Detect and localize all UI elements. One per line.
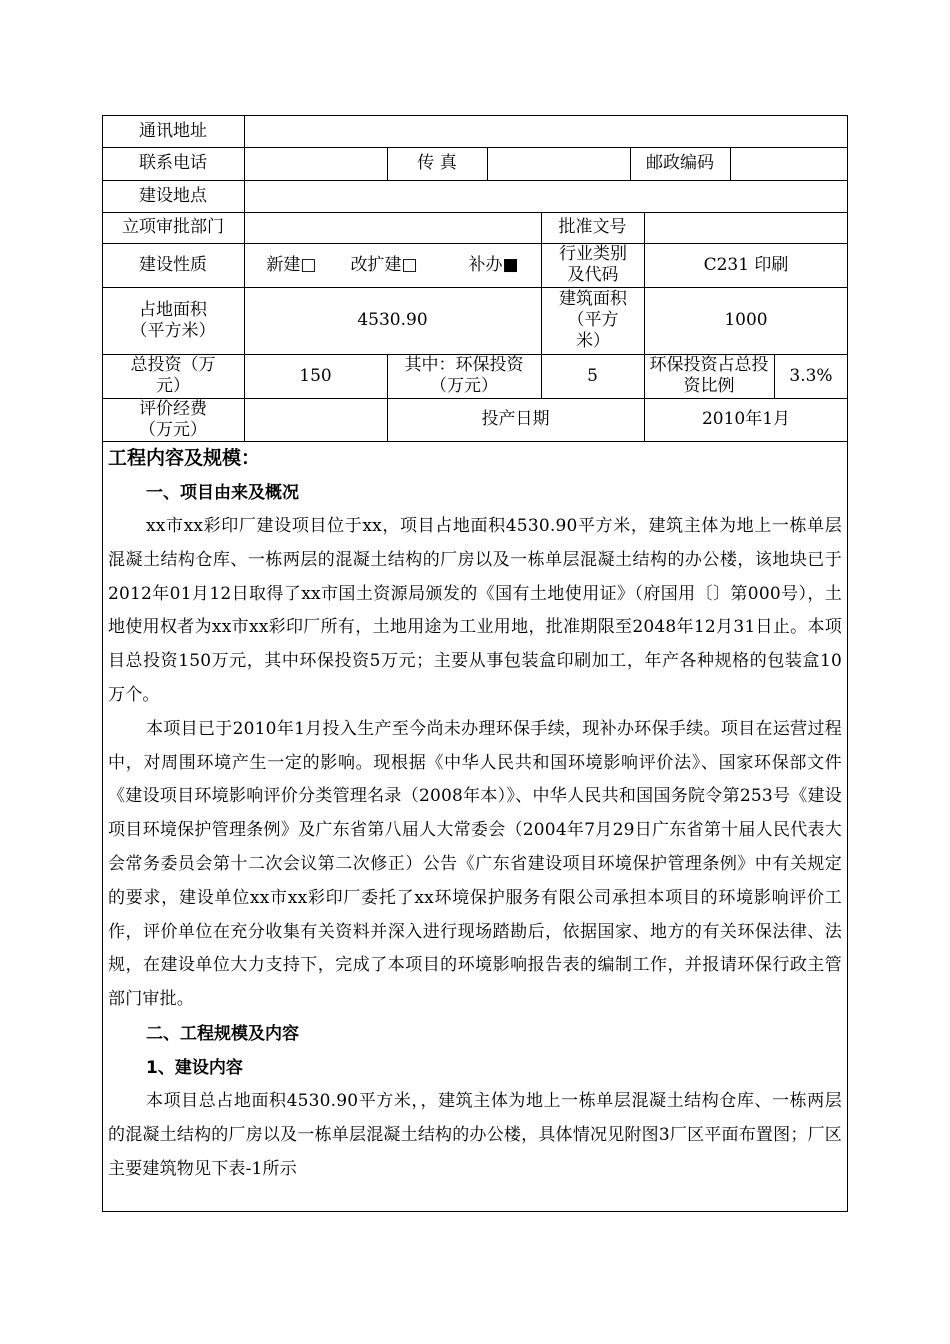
site-label: 建设地点 — [139, 185, 207, 206]
approval-no-value[interactable] — [644, 212, 848, 243]
paragraph-construction-content: 本项目总占地面积4530.90平方米，，建筑主体为地上一栋单层混凝土结构仓库、一栋两层的混凝土结构的厂房以及一栋单层混凝土结构的办公楼，具体情况见附图3厂区平面布置图；厂区主要建筑物见下表-1所示 — [108, 1090, 842, 1179]
approval-dept-label: 立项审批部门 — [122, 217, 224, 237]
postcode-label: 邮政编码 — [646, 153, 714, 173]
building-area-label: 建筑面积（平方米） — [559, 289, 627, 351]
approval-no-label: 批准文号 — [558, 217, 627, 237]
env-invest-value: 5 — [587, 365, 598, 386]
land-area-label: 占地面积（平方米） — [130, 299, 216, 341]
total-invest-label: 总投资（万元） — [130, 355, 216, 396]
eval-fee-label: 评价经费（万元） — [139, 398, 207, 440]
land-area-value: 4530.90 — [357, 310, 428, 330]
content-title: 工程内容及规模： — [108, 447, 261, 469]
industry-value: C231 印刷 — [703, 254, 789, 275]
section2-heading: 二、工程规模及内容 — [146, 1023, 299, 1044]
address-label: 通讯地址 — [139, 120, 207, 141]
production-date-value: 2010年1月 — [701, 409, 791, 429]
industry-label: 行业类别及代码 — [559, 244, 627, 285]
nature-label: 建设性质 — [139, 254, 207, 275]
postcode-value[interactable] — [730, 147, 848, 180]
content-section — [108, 440, 842, 1186]
phone-value[interactable] — [244, 147, 387, 180]
env-ratio-value: 3.3% — [789, 365, 833, 386]
section1-heading: 一、项目由来及概况 — [146, 483, 299, 503]
fax-value[interactable] — [487, 147, 630, 180]
paragraph-legal-basis: 本项目已于2010年1月投入生产至今尚未办理环保手续，现补办环保手续。项目在运营过程中，对周围环境产生一定的影响。现根据《中华人民共和国环境影响评价法》、国家环保部文件《建设项目环境影响评价分类管理名录（2008年本）》、中华人民共和国国务院令第253号《建设项目环境保护管理条例》及广东省第八届人大常委会（2004年7月29日广东省第十届人民代表大会常务委员会第十二次会议第二次修正）公告《广东省建设项目环境保护管理条例》中有关规定的要求，建设单位xx市xx彩印厂委托了xx环境保护服务有限公司承担本项目的环境影响评价工作，评价单位在充分收集有关资料并深入进行现场踏勘后，依据国家、地方的有关环保法律、法规，在建设单位大力支持下，完成了本项目的环境影响报告表的编制工作，并报请环保行政主管部门审批。 — [108, 718, 842, 1010]
nature-options[interactable]: 新建□ 改扩建□ 补办■ — [266, 254, 519, 275]
building-area-value: 1000 — [724, 310, 768, 330]
address-value[interactable] — [244, 115, 848, 147]
env-invest-label: 其中：环保投资（万元） — [404, 355, 524, 396]
section2-1-heading: 1、建设内容 — [146, 1057, 243, 1078]
env-ratio-label: 环保投资占总投资比例 — [649, 355, 769, 396]
fax-label: 传 真 — [417, 153, 457, 173]
paragraph-project-origin: xx市xx彩印厂建设项目位于xx，项目占地面积4530.90平方米，建筑主体为地上一栋单层混凝土结构仓库、一栋两层的混凝土结构的厂房以及一栋单层混凝土结构的办公楼，该地块已于2012年01月12日取得了xx市国土资源局颁发的《国有土地使用证》（府国用〔〕第000号），土地使用权者为xx市xx彩印厂所有，土地用途为工业用地，批准期限至2048年12月31日止。本项目总投资150万元，其中环保投资5万元；主要从事包装盒印刷加工，年产各种规格的包装盒10万个。 — [108, 516, 842, 705]
phone-label: 联系电话 — [139, 153, 207, 173]
eval-fee-value[interactable] — [244, 398, 387, 441]
site-value[interactable] — [244, 180, 848, 212]
total-invest-value: 150 — [299, 365, 332, 386]
production-date-label: 投产日期 — [481, 409, 550, 429]
approval-dept-value[interactable] — [244, 212, 541, 243]
